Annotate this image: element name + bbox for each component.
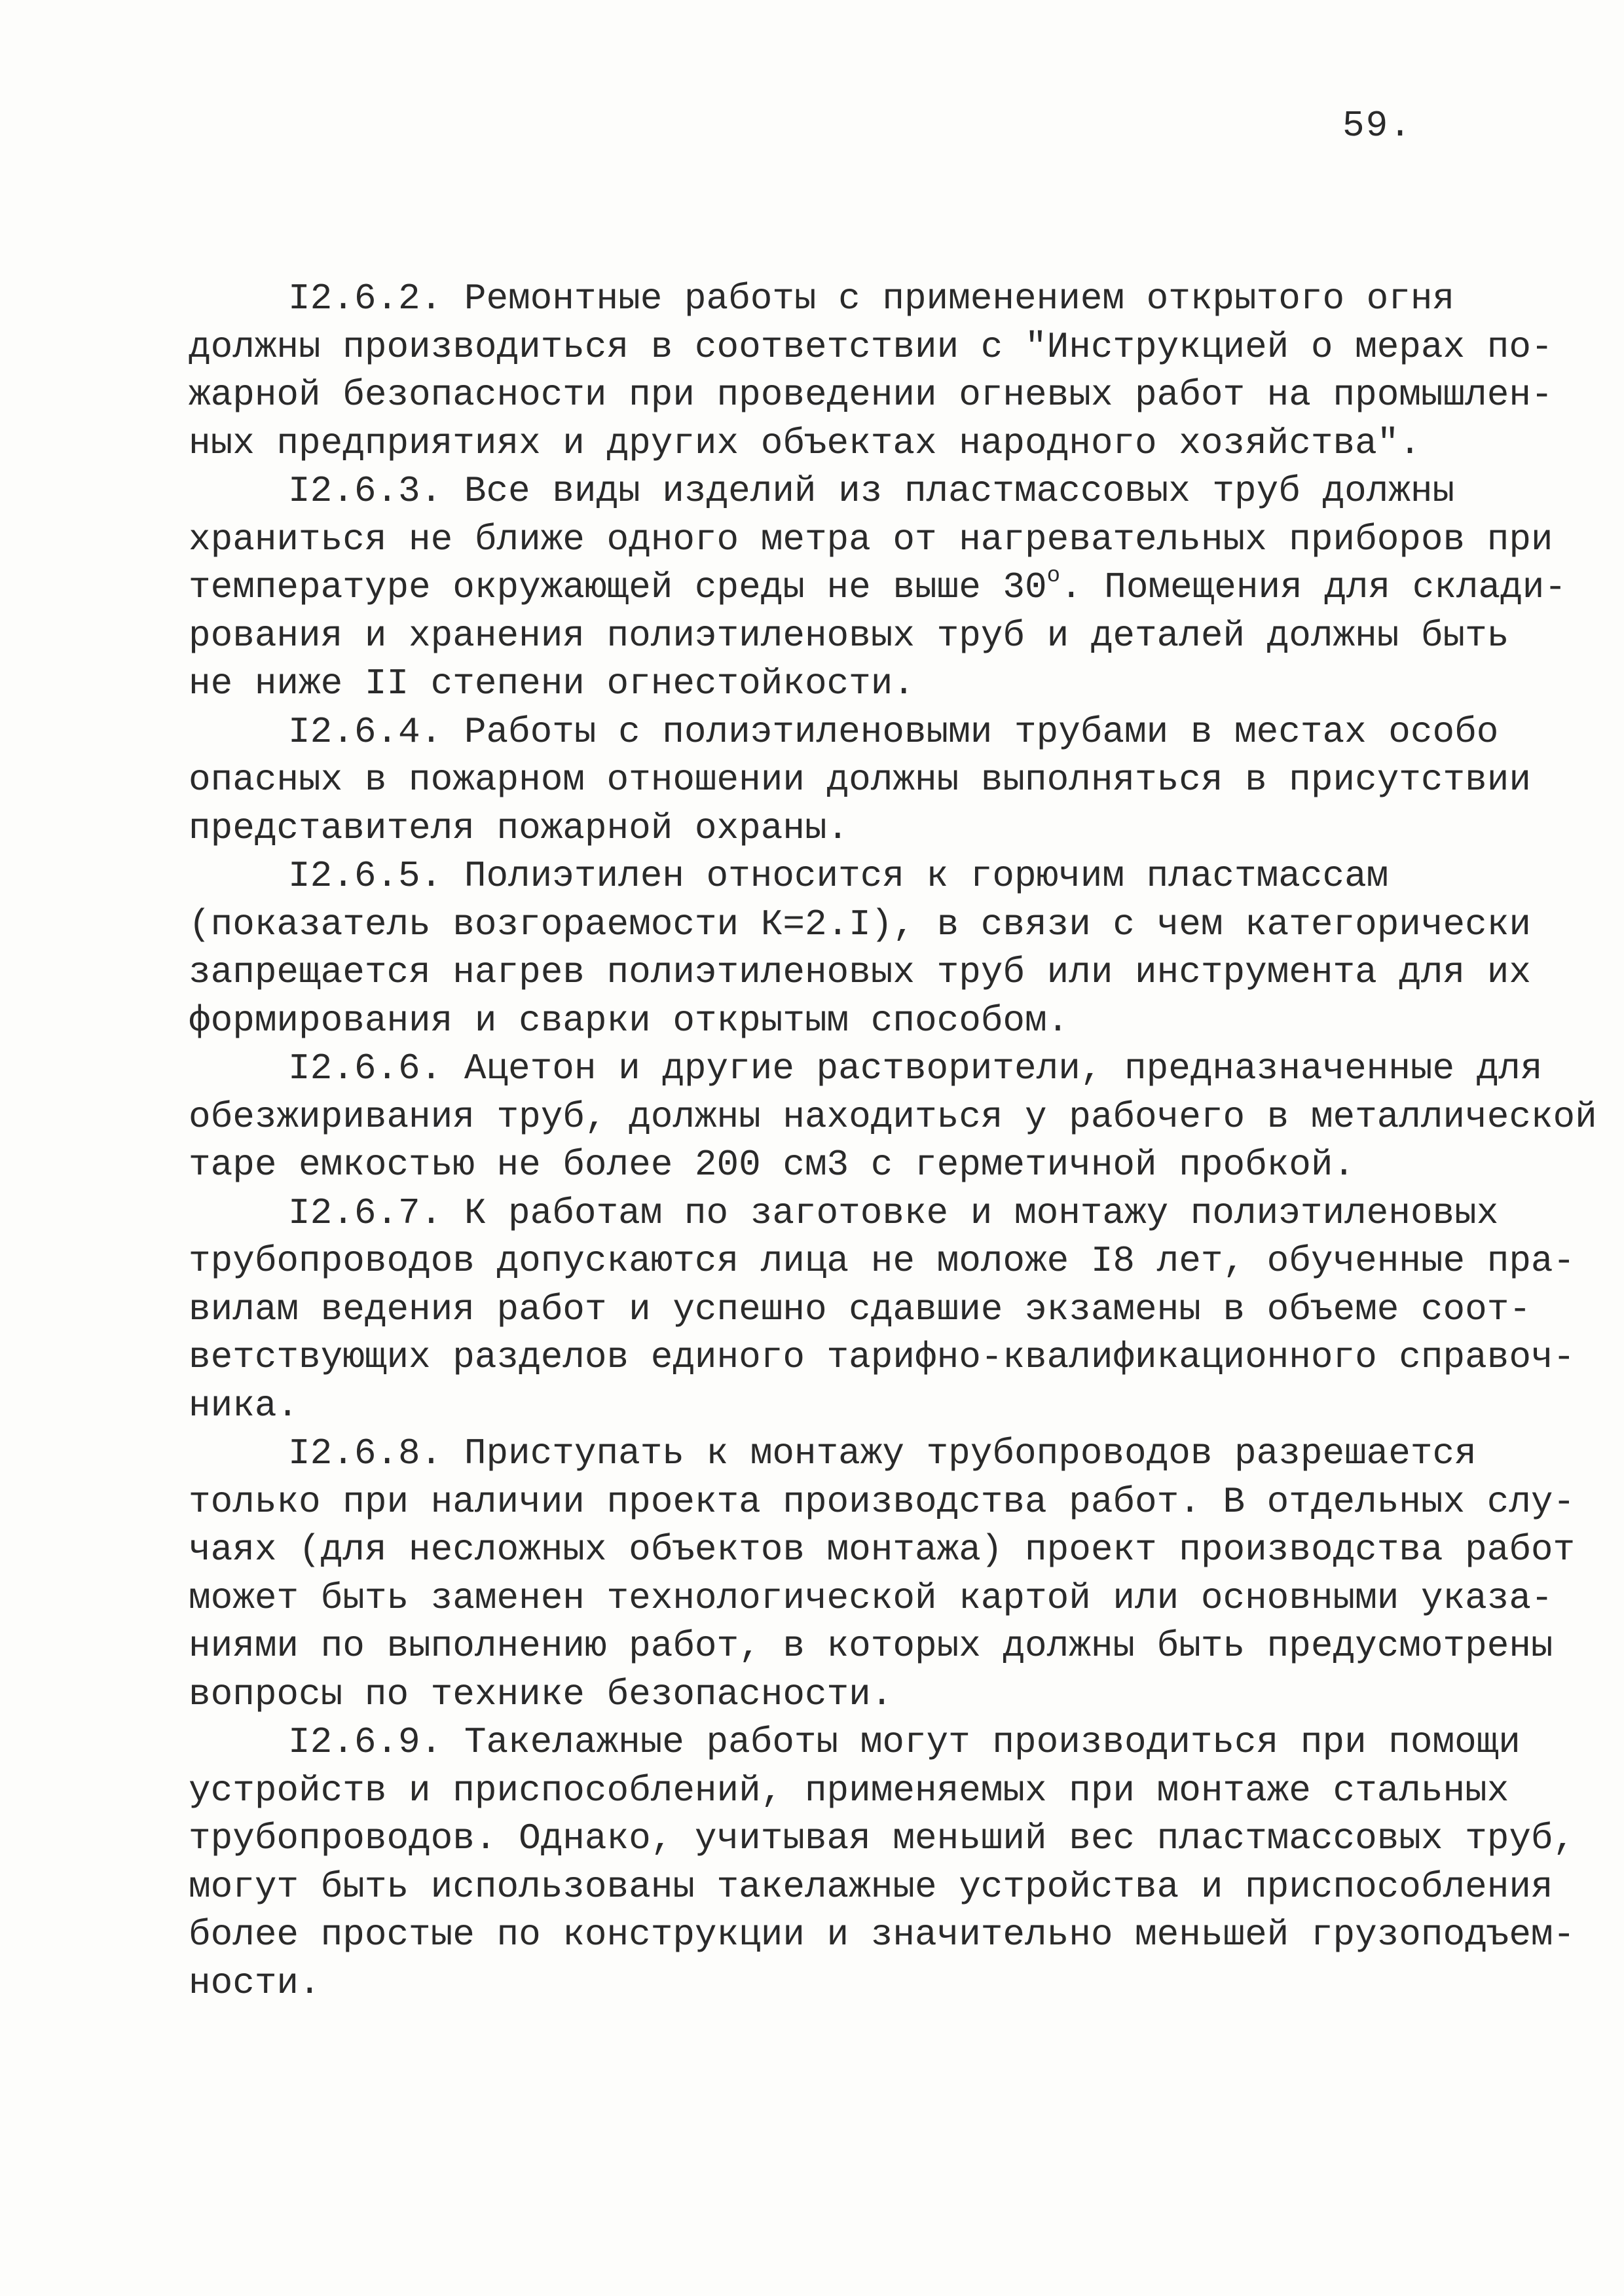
text-line: I2.6.5. Полиэтилен относится к горючим пластмассам xyxy=(288,855,1389,897)
text-line: вопросы по технике безопасности. xyxy=(189,1673,893,1715)
text-fragment: температуре окружающей среды не выше 30 xyxy=(189,566,1047,608)
text-line: жарной безопасности при проведении огневых работ на промышлен- xyxy=(189,374,1553,416)
text-line: чаях (для несложных объектов монтажа) проект производства работ xyxy=(189,1529,1576,1571)
text-line: таре емкостью не более 200 см3 с герметичной пробкой. xyxy=(189,1144,1356,1186)
text-line: обезжиривания труб, должны находиться у рабочего в металлической xyxy=(189,1095,1597,1138)
text-line: опасных в пожарном отношении должны выполняться в присутствии xyxy=(189,759,1531,801)
text-fragment: . Помещения для склади- xyxy=(1060,566,1566,608)
text-line: рования и хранения полиэтиленовых труб и деталей должны быть xyxy=(189,614,1509,657)
text-line: более простые по конструкции и значительно меньшей грузоподъем- xyxy=(189,1914,1576,1956)
text-line: ности. xyxy=(189,1961,321,2004)
text-line: I2.6.2. Ремонтные работы с применением открытого огня xyxy=(288,278,1455,319)
text-line: формирования и сварки открытым способом. xyxy=(189,999,1069,1042)
page-number: 59. xyxy=(1342,105,1412,147)
text-line: I2.6.9. Такелажные работы могут производиться при помощи xyxy=(288,1721,1521,1763)
text-line: могут быть использованы такелажные устройства и приспособления xyxy=(189,1865,1553,1908)
text-line: I2.6.6. Ацетон и другие растворители, предназначенные для xyxy=(288,1048,1543,1089)
body-text xyxy=(189,275,1597,2007)
text-line: не ниже II степени огнестойкости. xyxy=(189,663,915,704)
text-line: может быть заменен технологической картой или основными указа- xyxy=(189,1576,1553,1619)
text-line: I2.6.8. Приступать к монтажу трубопроводов разрешается xyxy=(288,1432,1477,1474)
text-line: I2.6.3. Все виды изделий из пластмассовых труб должны xyxy=(288,470,1455,512)
text-line: вилам ведения работ и успешно сдавшие экзамены в объеме соот- xyxy=(189,1288,1531,1330)
text-line: представителя пожарной охраны. xyxy=(189,807,849,849)
text-line: должны производиться в соответствии с "Инструкцией о мерах по- xyxy=(189,325,1553,368)
text-line: трубопроводов допускаются лица не моложе I8 лет, обученные пра- xyxy=(189,1240,1576,1282)
text-line: запрещается нагрев полиэтиленовых труб или инструмента для их xyxy=(189,951,1531,993)
text-line: только при наличии проекта производства работ. В отдельных слу- xyxy=(189,1480,1576,1523)
text-line: (показатель возгораемости К=2.I), в связи с чем категорически xyxy=(189,903,1531,945)
text-line: храниться не ближе одного метра от нагревательных приборов при xyxy=(189,518,1553,560)
text-line: устройств и приспособлений, применяемых при монтаже стальных xyxy=(189,1769,1509,1812)
text-line: ниями по выполнению работ, в которых должны быть предусмотрены xyxy=(189,1625,1553,1667)
text-line: I2.6.4. Работы с полиэтиленовыми трубами в местах особо xyxy=(288,710,1499,753)
text-line: трубопроводов. Однако, учитывая меньший вес пластмассовых труб, xyxy=(189,1817,1576,1859)
text-line: ника. xyxy=(189,1384,299,1427)
text-line: ных предприятиях и других объектах народного хозяйства". xyxy=(189,422,1421,464)
degree-superscript: о xyxy=(1046,564,1061,589)
text-line xyxy=(189,564,1566,612)
text-line: ветствующих разделов единого тарифно-квалификационного справоч- xyxy=(189,1336,1576,1378)
text-line: I2.6.7. К работам по заготовке и монтажу полиэтиленовых xyxy=(288,1192,1499,1234)
